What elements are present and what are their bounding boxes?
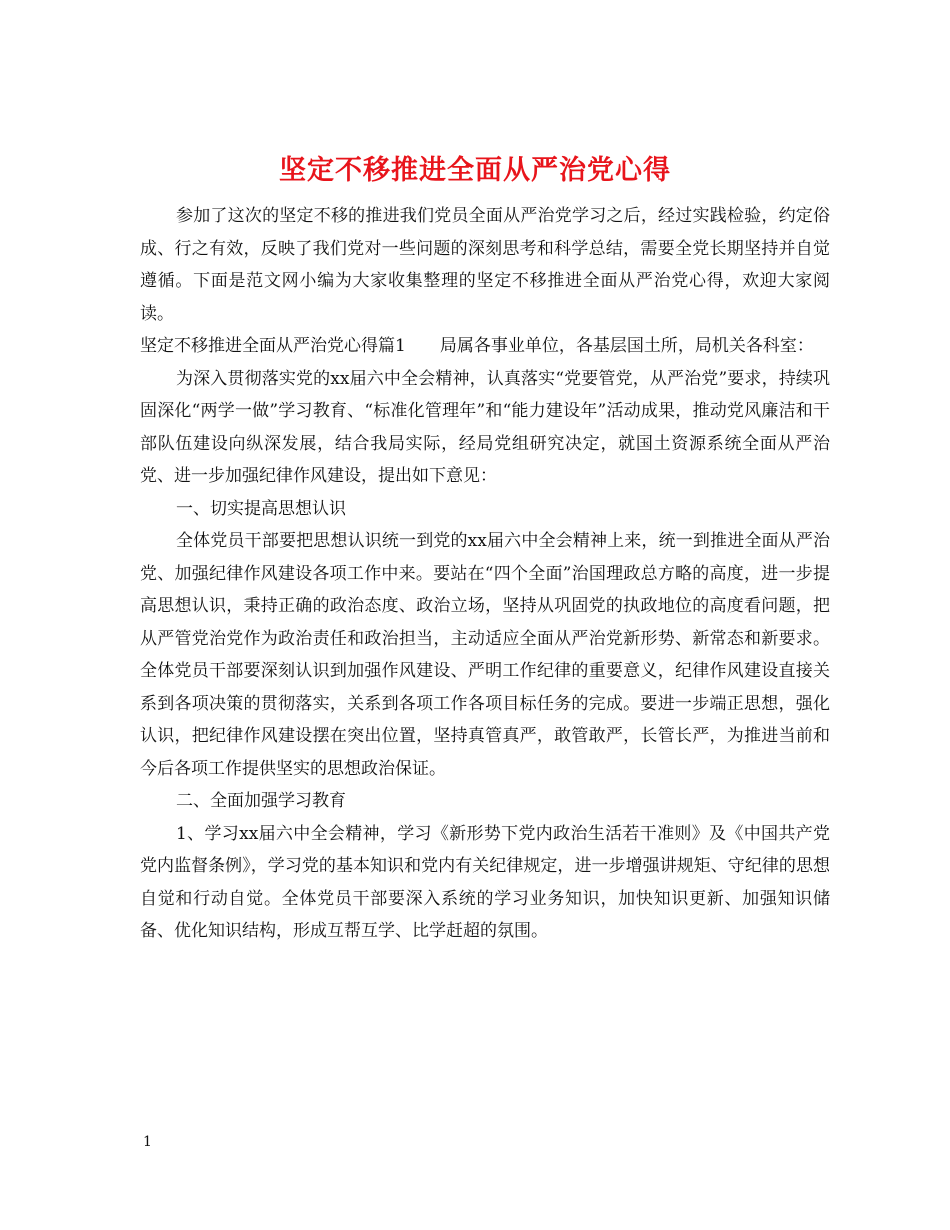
paragraph-intro: 参加了这次的坚定不移的推进我们党员全面从严治党学习之后，经过实践检验，约定俗成、行之有效，反映了我们党对一些问题的深刻思考和科学总结，需要全党长期坚持并自觉遵循。下面是范文网小编为大家收集整理的坚定不移推进全面从严治党心得，欢迎大家阅读。: [140, 206, 830, 324]
paragraph-section-1: 全体党员干部要把思想认识统一到党的xx届六中全会精神上来，统一到推进全面从严治党、加强纪律作风建设各项工作中来。要站在“四个全面”治国理政总方略的高度，进一步提高思想认识，秉持正确的政治态度、政治立场，坚持从巩固党的执政地位的高度看问题，把从严管党治党作为政治责任和政治担当，主动适应全面从严治党新形势、新常态和新要求。全体党员干部要深刻认识到加强作风建设、严明工作纪律的重要意义，纪律作风建设直接关系到各项决策的贯彻落实，关系到各项工作各项目标任务的完成。要进一步端正思想，强化认识，把纪律作风建设摆在突出位置，坚持真管真严，敢管敢严，长管长严，为推进当前和今后各项工作提供坚实的思想政治保证。: [140, 531, 830, 779]
document-title: 坚定不移推进全面从严治党心得: [279, 155, 671, 187]
paragraph-section-2: 1、学习xx届六中全会精神，学习《新形势下党内政治生活若干准则》及《中国共产党党内监督条例》，学习党的基本知识和党内有关纪律规定，进一步增强讲规矩、守纪律的思想自觉和行动自觉。全体党员干部要深入系统的学习业务知识，加快知识更新、加强知识储备、优化知识结构，形成互帮互学、比学赶超的氛围。: [140, 823, 830, 941]
document-body: [140, 200, 830, 948]
page-number: 1: [143, 1134, 152, 1150]
paragraph-opinion: 为深入贯彻落实党的xx届六中全会精神，认真落实“党要管党，从严治党”要求，持续巩固深化“两学一做”学习教育、“标准化管理年”和“能力建设年”活动成果，推动党风廉洁和干部队伍建设向纵深发展，结合我局实际，经局党组研究决定，就国土资源系统全面从严治党、进一步加强纪律作风建设，提出如下意见：: [140, 368, 830, 486]
section-heading-2: 二、全面加强学习教育: [176, 791, 346, 811]
paragraph-heading-part1: 坚定不移推进全面从严治党心得篇1 局属各事业单位，各基层国土所，局机关各科室：: [140, 336, 814, 356]
section-heading-1: 一、切实提高思想认识: [176, 498, 346, 519]
